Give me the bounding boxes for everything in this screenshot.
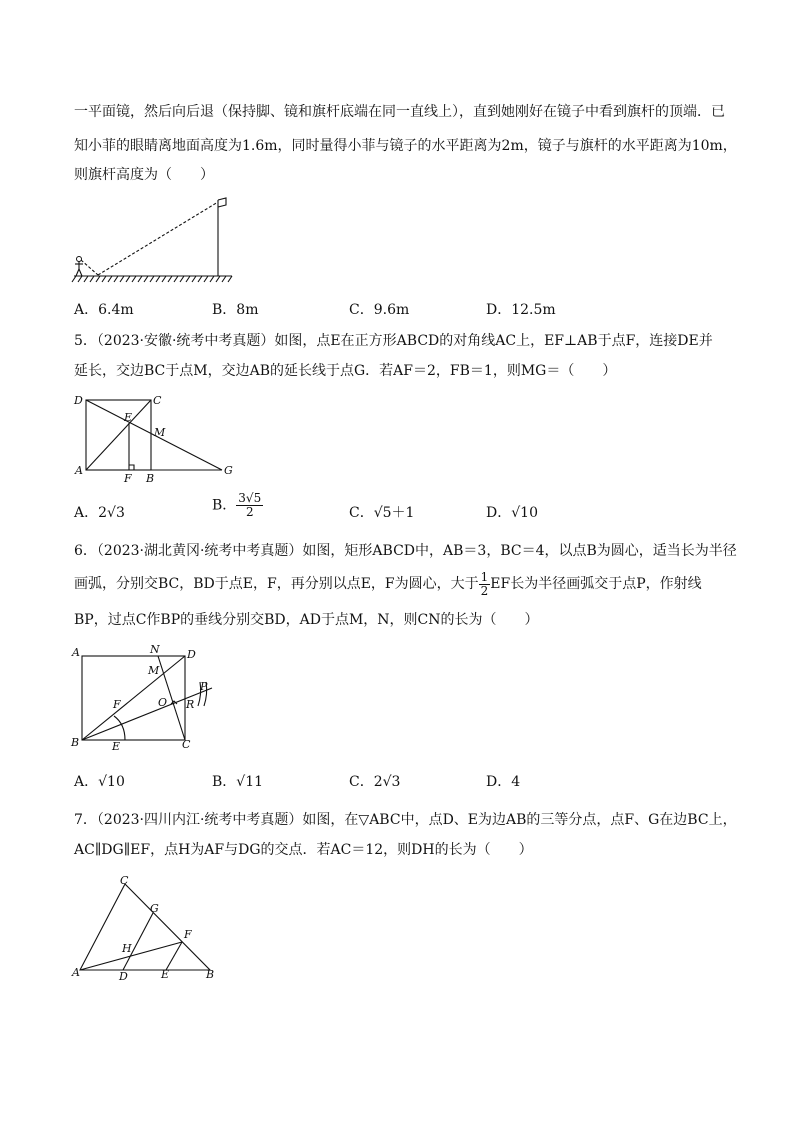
q5-label-c: C bbox=[153, 394, 162, 407]
q7-label-d: D bbox=[119, 970, 128, 983]
q6-fraction-numerator: 1 bbox=[480, 569, 489, 584]
q5-option-a[interactable] bbox=[74, 503, 125, 523]
q4-text-line-1: 一平面镜，然后向后退（保持脚、镜和旗杆底端在同一直线上），直到她刚好在镜子中看到旗杆的顶端．已 bbox=[74, 104, 725, 120]
q7-label-g: G bbox=[150, 902, 159, 915]
q4-option-d[interactable]: D．12.5m bbox=[486, 302, 556, 318]
q6-text-line-3: BP，过点C作BP的垂线分别交BD，AD于点M，N，则CN的长为（ ） bbox=[74, 612, 539, 628]
q5-label-d: D bbox=[74, 394, 83, 407]
q5-label-f: F bbox=[124, 472, 132, 485]
q6-figure-rectangle bbox=[70, 642, 220, 754]
q6-label-c: C bbox=[182, 738, 191, 751]
q5-option-c[interactable] bbox=[349, 503, 414, 523]
q5-text-line-2: 延长，交边BC于点M，交边AB的延长线于点G．若AF＝2，FB＝1，则MG＝（ ） bbox=[74, 363, 617, 379]
q6-option-c[interactable]: C．2√3 bbox=[349, 774, 401, 790]
q6-label-b: B bbox=[71, 736, 80, 749]
q5-option-d[interactable] bbox=[486, 503, 538, 523]
q6-label-e: E bbox=[112, 740, 121, 753]
q5-text-line-1: 5．（2023·安徽·统考中考真题）如图，点E在正方形ABCD的对角线AC上，EF⊥AB于点F，连接DE并 bbox=[74, 333, 713, 349]
q5-option-a-label: A． bbox=[74, 505, 99, 521]
q6-label-f: F bbox=[113, 698, 121, 711]
q5-label-g: G bbox=[224, 464, 233, 477]
q5-option-b-fraction bbox=[236, 492, 263, 519]
q6-text-line-2b: EF长为半径画弧交于点P，作射线 bbox=[490, 576, 702, 592]
q6-text-line-1: 6．（2023·湖北黄冈·统考中考真题）如图，矩形ABCD中，AB＝3，BC＝4，以点B为圆心，适当长为半径 bbox=[74, 543, 737, 559]
q6-label-n: N bbox=[150, 643, 160, 656]
q6-option-a[interactable]: A．√10 bbox=[74, 774, 125, 790]
q6-label-m: M bbox=[148, 664, 160, 677]
q7-label-b: B bbox=[206, 968, 215, 981]
q6-text-line-2 bbox=[74, 570, 702, 598]
q5-label-b: B bbox=[146, 472, 155, 485]
q5-figure-square bbox=[74, 392, 239, 484]
q6-text-line-2a: 画弧，分别交BC，BD于点E，F，再分别以点E，F为圆心，大于 bbox=[74, 576, 479, 592]
q5-option-b-denominator: 2 bbox=[245, 505, 254, 519]
q7-label-h: H bbox=[122, 942, 132, 955]
q4-option-a[interactable]: A．6.4m bbox=[74, 302, 134, 318]
q6-label-r: R bbox=[186, 698, 195, 711]
q5-option-a-value: 2√3 bbox=[98, 505, 125, 521]
q4-option-c[interactable]: C．9.6m bbox=[349, 302, 410, 318]
q5-label-e: E bbox=[124, 411, 133, 424]
q5-label-m: M bbox=[154, 426, 166, 439]
q7-label-c: C bbox=[120, 874, 129, 887]
q6-fraction-denominator: 2 bbox=[480, 583, 489, 598]
q5-option-b[interactable] bbox=[212, 492, 263, 519]
q5-option-c-label: C． bbox=[349, 505, 374, 521]
q6-label-d: D bbox=[187, 648, 196, 661]
q6-label-a: A bbox=[72, 646, 80, 659]
q4-text-line-2: 知小菲的眼睛离地面高度为1.6m，同时量得小菲与镜子的水平距离为2m，镜子与旗杆的水平距离为10m， bbox=[74, 138, 737, 154]
q4-text-line-3: 则旗杆高度为（ ） bbox=[74, 167, 214, 183]
q7-text-line-1: 7．（2023·四川内江·统考中考真题）如图，在▽ABC中，点D、E为边AB的三等分点，点F、G在边BC上， bbox=[74, 812, 737, 828]
q6-option-d[interactable]: D．4 bbox=[486, 774, 521, 790]
q6-fraction-half bbox=[479, 571, 491, 598]
q6-label-p: P bbox=[200, 680, 208, 693]
q5-option-d-label: D． bbox=[486, 505, 512, 521]
q6-label-o: O bbox=[158, 696, 168, 709]
q5-label-a: A bbox=[75, 464, 83, 477]
q4-figure-flagpole bbox=[74, 196, 234, 286]
q7-label-e: E bbox=[161, 968, 170, 981]
q5-option-d-value: √10 bbox=[511, 505, 538, 521]
q7-text-line-2: AC∥DG∥EF，点H为AF与DG的交点．若AC＝12，则DH的长为（ ） bbox=[74, 842, 533, 858]
q5-option-c-value: √5＋1 bbox=[373, 505, 415, 521]
q6-option-b[interactable]: B．√11 bbox=[212, 774, 264, 790]
q7-label-a: A bbox=[72, 966, 80, 979]
q4-option-b[interactable]: B．8m bbox=[212, 302, 259, 318]
q7-figure-triangle bbox=[70, 872, 220, 982]
q5-option-b-numerator: 3√5 bbox=[238, 491, 262, 505]
q5-option-b-label: B． bbox=[212, 497, 237, 514]
q7-label-f: F bbox=[184, 928, 192, 941]
